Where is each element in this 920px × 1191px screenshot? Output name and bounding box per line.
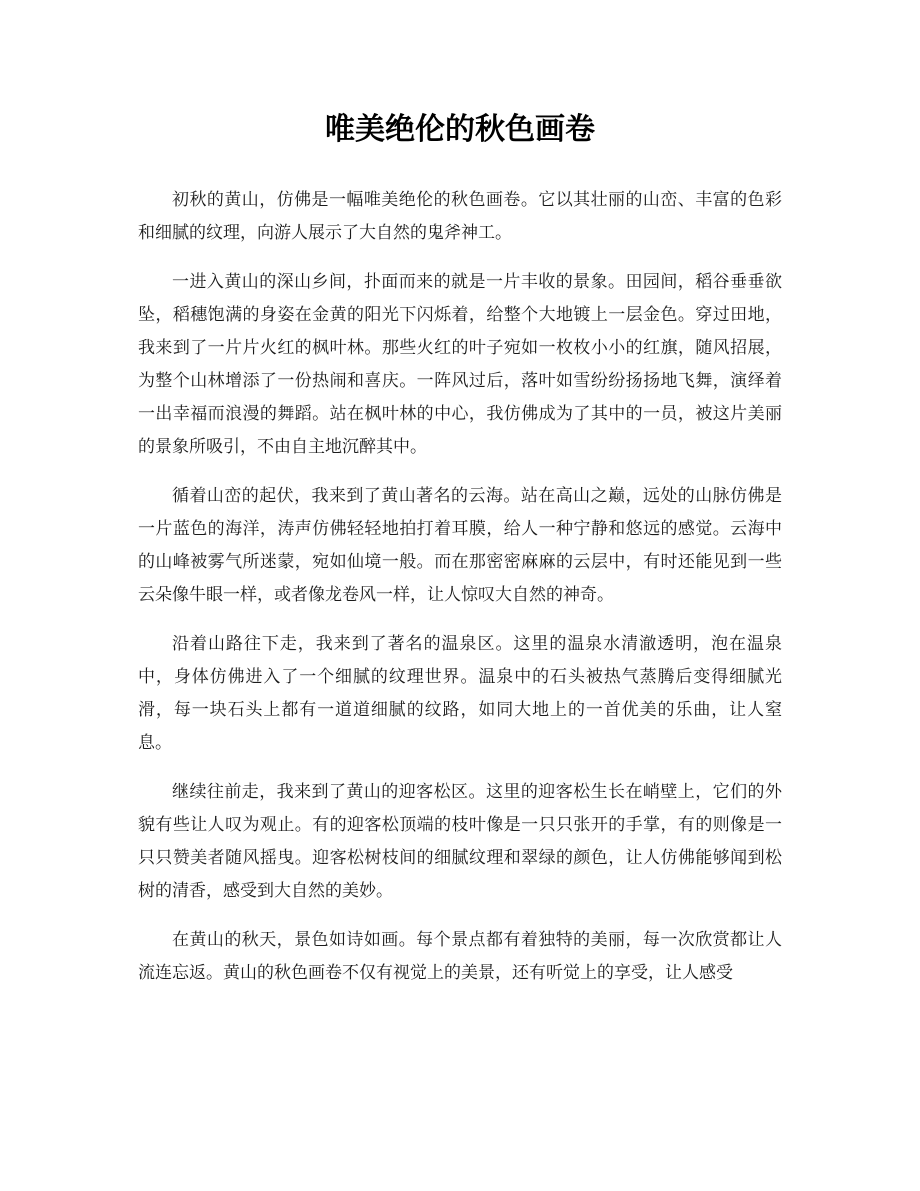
paragraph-1: 初秋的黄山，仿佛是一幅唯美绝伦的秋色画卷。它以其壮丽的山峦、丰富的色彩和细腻的纹理，向游人展示了大自然的鬼斧神工。 (138, 190, 782, 243)
paragraph-4: 沿着山路往下走，我来到了著名的温泉区。这里的温泉水清澈透明，泡在温泉中，身体仿佛进入了一个细腻的纹理世界。温泉中的石头被热气蒸腾后变得细腻光滑，每一块石头上都有一道道细腻的纹路，如同大地上的一首优美的乐曲，让人窒息。 (138, 634, 782, 753)
document-body (138, 184, 782, 1006)
paragraph-6: 在黄山的秋天，景色如诗如画。每个景点都有着独特的美丽，每一次欣赏都让人流连忘返。黄山的秋色画卷不仅有视觉上的美景，还有听觉上的享受，让人感受 (138, 930, 782, 983)
paragraph-3: 循着山峦的起伏，我来到了黄山著名的云海。站在高山之巅，远处的山脉仿佛是一片蓝色的海洋，涛声仿佛轻轻地拍打着耳膜，给人一种宁静和悠远的感觉。云海中的山峰被雾气所迷蒙，宛如仙境一般。而在那密密麻麻的云层中，有时还能见到一些云朵像牛眼一样，或者像龙卷风一样，让人惊叹大自然的神奇。 (138, 486, 782, 605)
paragraph-5: 继续往前走，我来到了黄山的迎客松区。这里的迎客松生长在峭壁上，它们的外貌有些让人叹为观止。有的迎客松顶端的枝叶像是一只只张开的手掌，有的则像是一只只赞美者随风摇曳。迎客松树枝间的细腻纹理和翠绿的颜色，让人仿佛能够闻到松树的清香，感受到大自然的美妙。 (138, 782, 782, 901)
page-title: 唯美绝伦的秋色画卷 (325, 112, 595, 147)
paragraph-2: 一进入黄山的深山乡间，扑面而来的就是一片丰收的景象。田园间，稻谷垂垂欲坠，稻穗饱满的身姿在金黄的阳光下闪烁着，给整个大地镀上一层金色。穿过田地，我来到了一片片火红的枫叶林。那些火红的叶子宛如一枚枚小小的红旗，随风招展，为整个山林增添了一份热闹和喜庆。一阵风过后，落叶如雪纷纷扬扬地飞舞，演绎着一出幸福而浪漫的舞蹈。站在枫叶林的中心，我仿佛成为了其中的一员，被这片美丽的景象所吸引，不由自主地沉醉其中。 (138, 272, 782, 457)
